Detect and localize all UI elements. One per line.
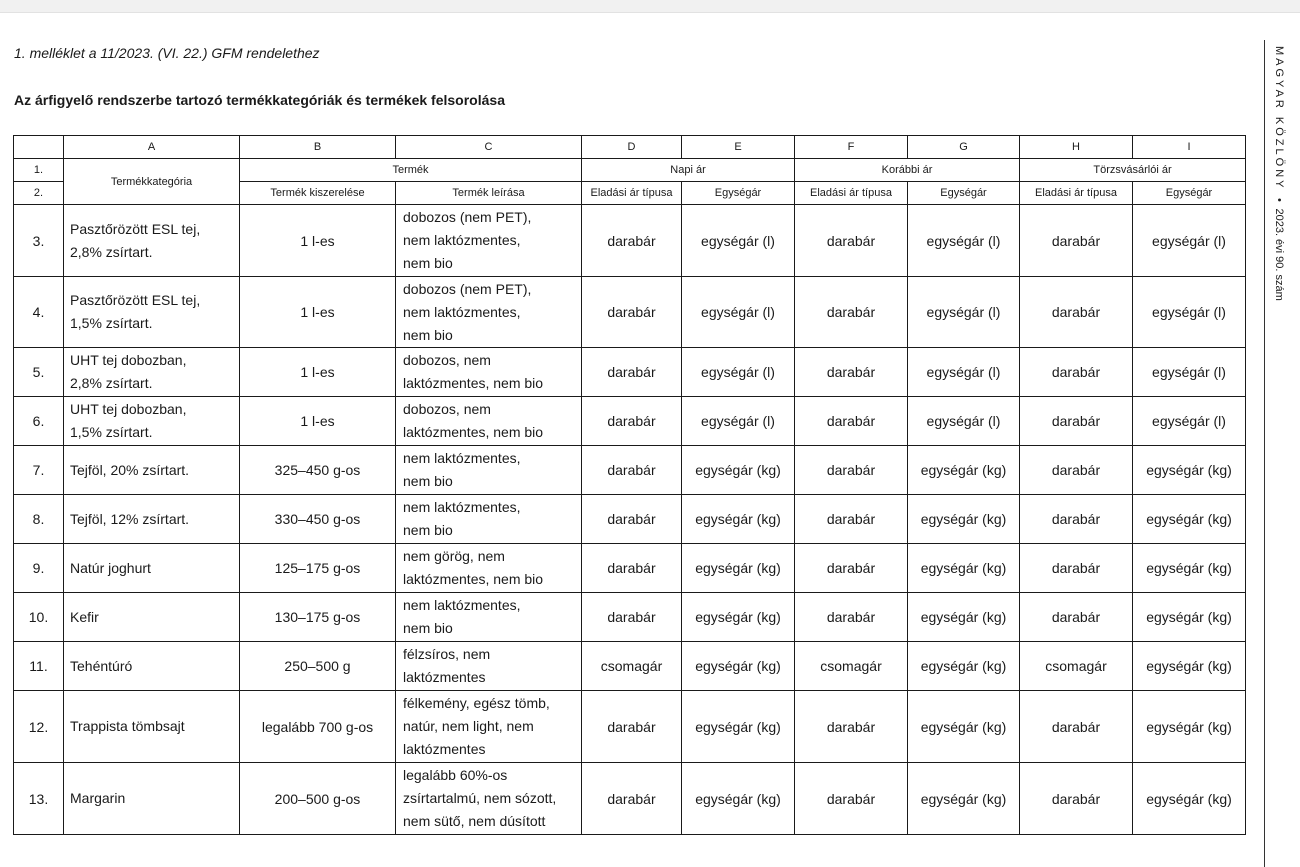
product-description-line: nem bio	[403, 255, 453, 271]
product-packaging: legalább 700 g-os	[240, 691, 396, 763]
previous-unit-price: egységár (kg)	[908, 691, 1020, 763]
product-description	[396, 205, 582, 277]
previous-unit-price: egységár (l)	[908, 397, 1020, 446]
product-category	[64, 348, 240, 397]
previous-price-type: darabár	[795, 348, 908, 397]
previous-unit-price: egységár (l)	[908, 205, 1020, 277]
table-row	[14, 544, 1246, 593]
daily-unit-price: egységár (kg)	[682, 642, 795, 691]
publication-running-head	[1273, 46, 1285, 301]
loyalty-price-type: darabár	[1020, 544, 1133, 593]
product-description-line: nem bio	[403, 473, 453, 489]
product-description-line: dobozos (nem PET),	[403, 209, 532, 225]
category-header: Termékkategória	[64, 159, 240, 205]
description-header: Termék leírása	[396, 182, 582, 205]
product-category-line: Margarin	[70, 790, 126, 806]
product-description-line: nem bio	[403, 522, 453, 538]
product-description	[396, 642, 582, 691]
row-number: 10.	[14, 593, 64, 642]
loyalty-price-header: Törzsvásárlói ár	[1020, 159, 1246, 182]
bullet-separator: •	[1273, 197, 1285, 202]
loyalty-type-header: Eladási ár típusa	[1020, 182, 1133, 205]
loyalty-price-type: darabár	[1020, 277, 1133, 348]
row-number: 7.	[14, 446, 64, 495]
previous-unit-price: egységár (kg)	[908, 642, 1020, 691]
product-description-line: nem bio	[403, 620, 453, 636]
previous-unit-price: egységár (kg)	[908, 495, 1020, 544]
product-description-line: dobozos (nem PET),	[403, 280, 532, 297]
daily-unit-price: egységár (l)	[682, 348, 795, 397]
product-category	[64, 642, 240, 691]
daily-price-type: csomagár	[582, 642, 682, 691]
header-row-1	[14, 159, 1246, 182]
previous-unit-price: egységár (l)	[908, 277, 1020, 348]
daily-unit-price: egységár (kg)	[682, 446, 795, 495]
previous-unit-price: egységár (l)	[908, 348, 1020, 397]
table-row	[14, 397, 1246, 446]
daily-price-type: darabár	[582, 277, 682, 348]
product-description	[396, 277, 582, 348]
product-category	[64, 495, 240, 544]
product-description-line: laktózmentes, nem bio	[403, 571, 544, 587]
previous-unit-header: Egységár	[908, 182, 1020, 205]
column-letter: D	[582, 136, 682, 159]
product-category-line: UHT tej dobozban,	[70, 352, 187, 368]
product-description-line: nem laktózmentes,	[403, 499, 521, 515]
loyalty-unit-price: egységár (l)	[1133, 277, 1246, 348]
product-category-line: Tejföl, 12% zsírtart.	[70, 510, 190, 527]
product-packaging: 330–450 g-os	[240, 495, 396, 544]
product-category-line: Trappista tömbsajt	[70, 718, 185, 734]
previous-type-header: Eladási ár típusa	[795, 182, 908, 205]
product-description	[396, 593, 582, 642]
daily-price-type: darabár	[582, 544, 682, 593]
column-letter: F	[795, 136, 908, 159]
daily-price-type: darabár	[582, 495, 682, 544]
table-row	[14, 277, 1246, 348]
column-letter: I	[1133, 136, 1246, 159]
previous-price-type: darabár	[795, 593, 908, 642]
product-description-line: laktózmentes, nem bio	[403, 375, 544, 391]
product-category	[64, 277, 240, 348]
daily-type-header: Eladási ár típusa	[582, 182, 682, 205]
product-description-line: laktózmentes, nem bio	[403, 424, 544, 440]
loyalty-price-type: darabár	[1020, 691, 1133, 763]
daily-unit-price: egységár (kg)	[682, 495, 795, 544]
table-row	[14, 348, 1246, 397]
daily-unit-price: egységár (kg)	[682, 763, 795, 835]
product-category-line: Pasztőrözött ESL tej,	[70, 220, 201, 237]
product-description-line: natúr, nem light, nem	[403, 718, 534, 734]
product-category-line: Pasztőrözött ESL tej,	[70, 292, 201, 308]
product-description	[396, 348, 582, 397]
loyalty-price-type: csomagár	[1020, 642, 1133, 691]
previous-price-type: darabár	[795, 763, 908, 835]
daily-price-type: darabár	[582, 348, 682, 397]
loyalty-unit-price: egységár (kg)	[1133, 642, 1246, 691]
loyalty-price-type: darabár	[1020, 593, 1133, 642]
product-description	[396, 397, 582, 446]
table-row	[14, 763, 1246, 835]
previous-price-type: csomagár	[795, 642, 908, 691]
loyalty-price-type: darabár	[1020, 397, 1133, 446]
previous-price-type: darabár	[795, 691, 908, 763]
product-category-line: Tehéntúró	[70, 657, 133, 674]
loyalty-unit-price: egységár (l)	[1133, 348, 1246, 397]
product-packaging: 325–450 g-os	[240, 446, 396, 495]
document-title: Az árfigyelő rendszerbe tartozó termékkategóriák és termékek felsorolása	[14, 92, 505, 108]
column-letter: B	[240, 136, 396, 159]
column-letter: E	[682, 136, 795, 159]
row-number: 1.	[14, 159, 64, 182]
product-packaging: 1 l-es	[240, 277, 396, 348]
table-row	[14, 593, 1246, 642]
loyalty-unit-price: egységár (l)	[1133, 205, 1246, 277]
column-letter: A	[64, 136, 240, 159]
column-letter-row	[14, 136, 1246, 159]
daily-unit-price: egységár (kg)	[682, 593, 795, 642]
previous-price-type: darabár	[795, 544, 908, 593]
product-description-line: nem laktózmentes,	[403, 597, 521, 613]
loyalty-price-type: darabár	[1020, 446, 1133, 495]
row-number: 11.	[14, 642, 64, 691]
previous-price-type: darabár	[795, 446, 908, 495]
previous-unit-price: egységár (kg)	[908, 763, 1020, 835]
daily-unit-price: egységár (l)	[682, 277, 795, 348]
product-description	[396, 763, 582, 835]
loyalty-unit-price: egységár (kg)	[1133, 446, 1246, 495]
row-number: 5.	[14, 348, 64, 397]
previous-price-type: darabár	[795, 277, 908, 348]
row-number: 3.	[14, 205, 64, 277]
row-number: 4.	[14, 277, 64, 348]
loyalty-unit-price: egységár (kg)	[1133, 544, 1246, 593]
product-category	[64, 544, 240, 593]
daily-price-type: darabár	[582, 763, 682, 835]
product-description-line: nem laktózmentes,	[403, 303, 521, 320]
product-packaging: 1 l-es	[240, 205, 396, 277]
product-description-line: félkemény, egész tömb,	[403, 695, 550, 711]
product-category-line: Kefir	[70, 608, 99, 625]
product-description-line: laktózmentes	[403, 669, 486, 685]
row-number: 13.	[14, 763, 64, 835]
issue-number: 2023. évi 90. szám	[1273, 208, 1285, 301]
previous-price-header: Korábbi ár	[795, 159, 1020, 182]
product-description-line: nem laktózmentes,	[403, 232, 521, 248]
product-description-line: nem sütő, nem dúsított	[403, 813, 546, 829]
packaging-header: Termék kiszerelése	[240, 182, 396, 205]
daily-unit-price: egységár (kg)	[682, 544, 795, 593]
daily-price-type: darabár	[582, 397, 682, 446]
row-number: 8.	[14, 495, 64, 544]
row-number: 9.	[14, 544, 64, 593]
loyalty-unit-price: egységár (kg)	[1133, 495, 1246, 544]
product-description-line: legalább 60%-os	[403, 767, 508, 783]
product-description-line: nem laktózmentes,	[403, 450, 521, 466]
daily-unit-price: egységár (l)	[682, 397, 795, 446]
product-category	[64, 397, 240, 446]
table-row	[14, 205, 1246, 277]
table-row	[14, 495, 1246, 544]
product-category	[64, 763, 240, 835]
loyalty-price-type: darabár	[1020, 763, 1133, 835]
previous-unit-price: egységár (kg)	[908, 544, 1020, 593]
viewer-top-bar	[0, 0, 1300, 13]
product-category	[64, 691, 240, 763]
table-row	[14, 642, 1246, 691]
product-header: Termék	[240, 159, 582, 182]
product-packaging: 130–175 g-os	[240, 593, 396, 642]
daily-unit-price: egységár (kg)	[682, 691, 795, 763]
daily-price-header: Napi ár	[582, 159, 795, 182]
daily-price-type: darabár	[582, 205, 682, 277]
daily-unit-price: egységár (l)	[682, 205, 795, 277]
side-rule	[1264, 40, 1265, 867]
product-category-line: 2,8% zsírtart.	[70, 375, 153, 391]
daily-price-type: darabár	[582, 691, 682, 763]
row-number: 6.	[14, 397, 64, 446]
previous-price-type: darabár	[795, 205, 908, 277]
product-category-line: Tejföl, 20% zsírtart.	[70, 461, 190, 478]
loyalty-price-type: darabár	[1020, 205, 1133, 277]
product-description-line: nem bio	[403, 326, 453, 343]
column-letter: H	[1020, 136, 1133, 159]
table-row	[14, 691, 1246, 763]
product-category-line: UHT tej dobozban,	[70, 401, 187, 417]
loyalty-price-type: darabár	[1020, 348, 1133, 397]
product-description-line: dobozos, nem	[403, 401, 491, 417]
previous-unit-price: egységár (kg)	[908, 446, 1020, 495]
product-description-line: dobozos, nem	[403, 352, 491, 368]
loyalty-unit-price: egységár (l)	[1133, 397, 1246, 446]
loyalty-unit-header: Egységár	[1133, 182, 1246, 205]
row-number: 12.	[14, 691, 64, 763]
publication-name: MAGYAR KÖZLÖNY	[1273, 46, 1285, 191]
product-description	[396, 495, 582, 544]
product-description	[396, 446, 582, 495]
previous-unit-price: egységár (kg)	[908, 593, 1020, 642]
product-category	[64, 446, 240, 495]
loyalty-unit-price: egységár (kg)	[1133, 691, 1246, 763]
product-packaging: 1 l-es	[240, 397, 396, 446]
product-description-line: félzsíros, nem	[403, 646, 491, 662]
corner-cell	[14, 136, 64, 159]
product-category-table	[13, 135, 1246, 835]
table-row	[14, 446, 1246, 495]
daily-unit-header: Egységár	[682, 182, 795, 205]
product-packaging: 250–500 g	[240, 642, 396, 691]
product-category	[64, 205, 240, 277]
product-packaging: 125–175 g-os	[240, 544, 396, 593]
product-description	[396, 691, 582, 763]
product-description-line: nem görög, nem	[403, 548, 505, 564]
product-packaging: 1 l-es	[240, 348, 396, 397]
loyalty-unit-price: egységár (kg)	[1133, 763, 1246, 835]
product-packaging: 200–500 g-os	[240, 763, 396, 835]
product-description-line: zsírtartalmú, nem sózott,	[403, 790, 557, 806]
product-category-line: 2,8% zsírtart.	[70, 243, 153, 260]
annex-reference: 1. melléklet a 11/2023. (VI. 22.) GFM rendelethez	[14, 45, 320, 61]
previous-price-type: darabár	[795, 397, 908, 446]
column-letter: G	[908, 136, 1020, 159]
previous-price-type: darabár	[795, 495, 908, 544]
product-category-line: 1,5% zsírtart.	[70, 315, 153, 331]
loyalty-price-type: darabár	[1020, 495, 1133, 544]
column-letter: C	[396, 136, 582, 159]
daily-price-type: darabár	[582, 593, 682, 642]
loyalty-unit-price: egységár (kg)	[1133, 593, 1246, 642]
product-description	[396, 544, 582, 593]
product-category-line: Natúr joghurt	[70, 559, 151, 576]
product-description-line: laktózmentes	[403, 741, 486, 757]
product-category-line: 1,5% zsírtart.	[70, 424, 153, 440]
row-number: 2.	[14, 182, 64, 205]
product-category	[64, 593, 240, 642]
daily-price-type: darabár	[582, 446, 682, 495]
